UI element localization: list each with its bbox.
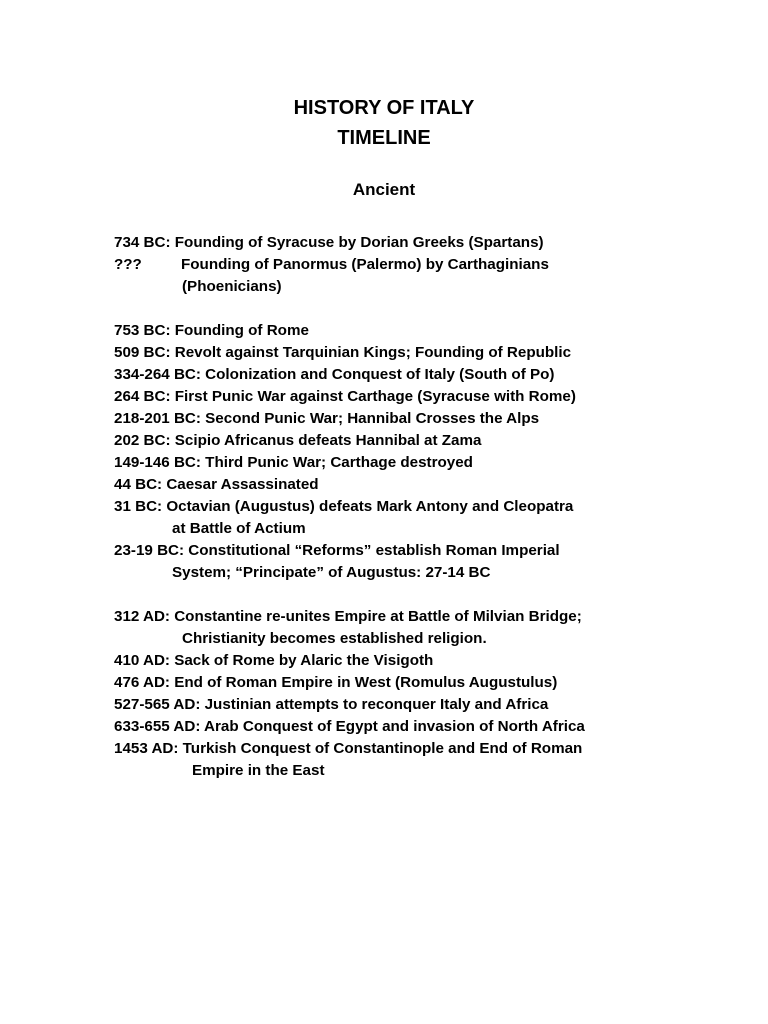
- entry-text: 218-201 BC: Second Punic War; Hannibal Crosses the Alps: [114, 410, 540, 427]
- entry-date: ???: [114, 256, 142, 273]
- entry-text: 202 BC: Scipio Africanus defeats Hannibal at Zama: [114, 432, 482, 449]
- document-title-line-1: HISTORY OF ITALY: [293, 97, 475, 119]
- entry-text: 527-565 AD: Justinian attempts to reconquer Italy and Africa: [114, 696, 549, 713]
- timeline-entry: [114, 430, 754, 452]
- timeline-entry: [114, 320, 754, 342]
- timeline-entry: [114, 496, 754, 540]
- entry-text: 334-264 BC: Colonization and Conquest of Italy (South of Po): [114, 366, 555, 383]
- entry-continuation: Empire in the East: [192, 762, 325, 779]
- entry-text: 1453 AD: Turkish Conquest of Constantinople and End of Roman: [114, 740, 583, 757]
- entry-text: 23-19 BC: Constitutional “Reforms” establish Roman Imperial: [114, 542, 560, 559]
- timeline-entry: [114, 606, 754, 650]
- timeline-entry: [114, 672, 754, 694]
- timeline-entry: [114, 232, 754, 254]
- entry-continuation: System; “Principate” of Augustus: 27-14 BC: [172, 564, 491, 581]
- timeline-entry: [114, 364, 754, 386]
- entry-continuation: Christianity becomes established religion.: [182, 630, 487, 647]
- timeline-entry: [114, 342, 754, 364]
- entry-text: 476 AD: End of Roman Empire in West (Romulus Augustulus): [114, 674, 558, 691]
- entry-text: 149-146 BC: Third Punic War; Carthage destroyed: [114, 454, 473, 471]
- timeline-entry: [114, 650, 754, 672]
- section-heading: Ancient: [352, 180, 416, 199]
- timeline-entry: [114, 716, 754, 738]
- entry-text: 509 BC: Revolt against Tarquinian Kings; Founding of Republic: [114, 344, 572, 361]
- timeline-entry: [114, 474, 754, 496]
- entry-text: 31 BC: Octavian (Augustus) defeats Mark Antony and Cleopatra: [114, 498, 574, 515]
- entry-continuation: at Battle of Actium: [172, 520, 306, 537]
- timeline-entry: [114, 408, 754, 430]
- entry-text: 410 AD: Sack of Rome by Alaric the Visigoth: [114, 652, 434, 669]
- document-title-line-2: TIMELINE: [337, 127, 431, 149]
- entry-text: Founding of Panormus (Palermo) by Carthaginians: [181, 256, 549, 273]
- timeline-entry: [114, 540, 754, 584]
- entry-text: 734 BC: Founding of Syracuse by Dorian Greeks (Spartans): [114, 234, 544, 251]
- timeline-entry: [114, 386, 754, 408]
- entry-spacer: [114, 584, 754, 606]
- timeline-entry: [114, 452, 754, 474]
- timeline-list: [114, 232, 754, 782]
- entry-text: 633-655 AD: Arab Conquest of Egypt and invasion of North Africa: [114, 718, 585, 735]
- entry-text: 44 BC: Caesar Assassinated: [114, 476, 319, 493]
- entry-text: 264 BC: First Punic War against Carthage (Syracuse with Rome): [114, 388, 576, 405]
- entry-text: 753 BC: Founding of Rome: [114, 322, 309, 339]
- timeline-entry: [114, 738, 754, 782]
- entry-text: 312 AD: Constantine re-unites Empire at Battle of Milvian Bridge;: [114, 608, 582, 625]
- timeline-entry: [114, 254, 754, 298]
- entry-continuation: (Phoenicians): [182, 278, 282, 295]
- timeline-entry: [114, 694, 754, 716]
- entry-spacer: [114, 298, 754, 320]
